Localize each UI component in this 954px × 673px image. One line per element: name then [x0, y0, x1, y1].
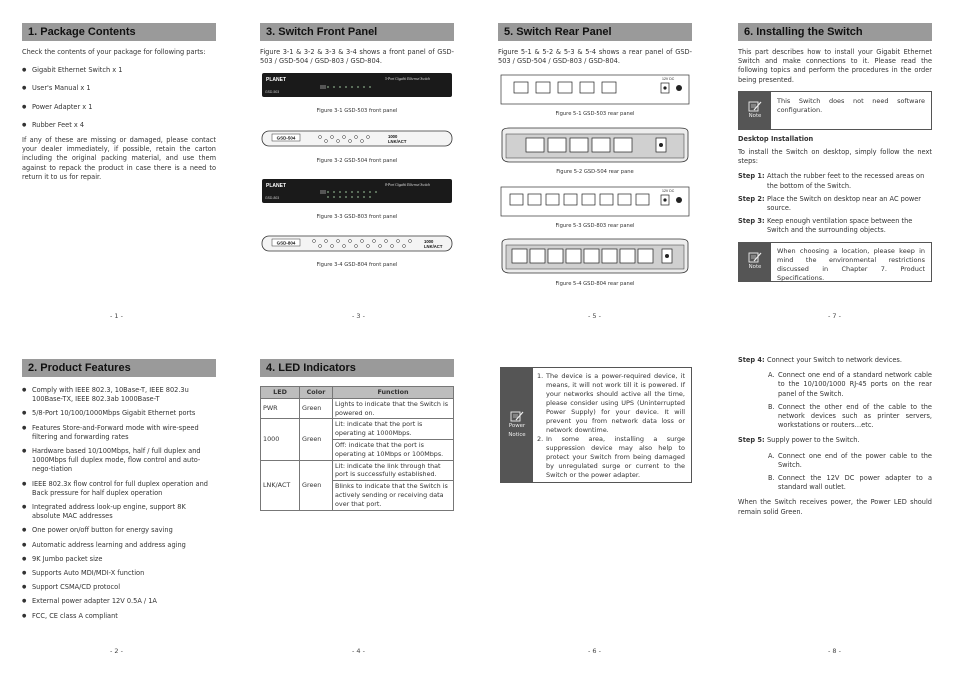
note-box: [738, 91, 932, 130]
gsd-504-front-panel-figure: [260, 129, 454, 149]
power-led-note: When the Switch receives power, the Power LED should remain solid Green.: [738, 498, 932, 516]
power-notice-box: [500, 367, 692, 483]
section-title-rear-panel: 5. Switch Rear Panel: [498, 23, 692, 41]
list-item: ● Support CSMA/CD protocol: [22, 583, 216, 592]
note-box: [738, 242, 932, 282]
sub-step-item: A. Connect one end of a standard network cable to the 10/100/1000 RJ-45 ports on the rear panel of the Switch.: [768, 371, 932, 398]
section-title-installing: 6. Installing the Switch: [738, 23, 932, 41]
page-2: [22, 359, 216, 626]
column-header: LED: [261, 387, 300, 399]
list-item: 2. In some area, installing a surge suppression device may also help to protect your Switch from being damaged by unregulated surge or current to the Switch or the power adapter.: [537, 435, 685, 479]
rear-panel-intro: Figure 5-1 & 5-2 & 5-3 & 5-4 shows a rear panel of GSD-503 / GSD-504 / GSD-803 / GSD-804.: [498, 48, 692, 66]
page-4: [260, 359, 454, 511]
list-item: ● Automatic address learning and address aging: [22, 541, 216, 550]
gsd-504-rear-panel-figure: [498, 126, 692, 164]
brand-logo: PLANET: [266, 77, 286, 84]
package-list: [22, 66, 216, 130]
list-item: ● One power on/off button for energy saving: [22, 526, 216, 535]
features-list: [22, 386, 216, 621]
power-notice-text: [533, 368, 691, 482]
pencil-note-icon: [748, 251, 762, 263]
svg-text:12V DC: 12V DC: [662, 188, 675, 193]
list-item: ● Power Adapter x 1: [22, 103, 216, 112]
model-label: GSD-804: [276, 240, 296, 246]
front-panel-intro: Figure 3-1 & 3-2 & 3-3 & 3-4 shows a front panel of GSD-503 / GSD-504 / GSD-803 / GSD-804.: [260, 48, 454, 66]
model-label: GSD-504: [276, 134, 296, 140]
section-title-package-contents: 1. Package Contents: [22, 23, 216, 41]
desktop-intro: To install the Switch on desktop, simply follow the next steps:: [738, 148, 932, 166]
power-notice-icon: Power Notice: [501, 368, 533, 482]
table-row: Blinks to indicate that the Switch is actively sending or receiving data over that port.: [261, 481, 454, 510]
list-item: ● Hardware based 10/100Mbps, half / full duplex and 1000Mbps full duplex mode, flow control and auto-nego-tiation: [22, 447, 216, 475]
model-label: GSD-803: [265, 195, 280, 200]
page-8: [738, 356, 932, 523]
page-7: [738, 23, 932, 282]
svg-text:1000: 1000: [388, 133, 398, 139]
svg-text:1000: 1000: [424, 239, 434, 245]
page-6: [500, 367, 692, 483]
section-title-led-indicators: 4. LED Indicators: [260, 359, 454, 377]
page-number: - 3 -: [352, 312, 365, 320]
list-item: ● User's Manual x 1: [22, 84, 216, 93]
brand-logo: PLANET: [266, 182, 286, 189]
list-item: ● Rubber Feet x 4: [22, 121, 216, 130]
table-row: Off: indicate that the port is operating at 10Mbps or 100Mbps.: [261, 439, 454, 460]
switch-label: 5-Port Gigabit Ethernet Switch: [385, 77, 431, 82]
section-title-front-panel: 3. Switch Front Panel: [260, 23, 454, 41]
pencil-note-icon: [510, 410, 524, 422]
package-outro: If any of these are missing or damaged, please contact your dealer immediately, if possible, retain the carton including the original packing material, and use them against to repack the product in case there is a need to return it to us for repair.: [22, 136, 216, 181]
desktop-heading: Desktop Installation: [738, 134, 814, 143]
table-row: LNK/ACT Green Lit: indicate the link through that port is successfully established.: [261, 460, 454, 481]
list-item: ● FCC, CE class A compliant: [22, 612, 216, 621]
gsd-804-front-panel-figure: [260, 234, 454, 254]
page-number: - 7 -: [828, 312, 841, 320]
sub-step-item: B. Connect the other end of the cable to the network devices such as printer servers, workstations or routers…etc.: [768, 402, 932, 430]
page-number: - 6 -: [588, 647, 601, 655]
svg-text:12V DC: 12V DC: [662, 77, 675, 82]
step-item: Step 1: Attach the rubber feet to the recessed areas on the bottom of the Switch.: [738, 172, 925, 190]
note-text: When choosing a location, please keep in mind the environmental restrictions discussed in Chapter 7. Product Specifications.: [777, 246, 925, 282]
led-table: [260, 386, 454, 511]
install-intro: This part describes how to install your Gigabit Ethernet Switch and make connections to it. Please read the following topics and perform the procedures in the order being presented.: [738, 48, 932, 84]
figure-caption: Figure 5-3 GSD-803 rear panel: [555, 222, 635, 229]
sub-step-item: B. Connect the 12V DC power adapter to a standard wall outlet.: [768, 474, 932, 492]
list-item: ● Gigabit Ethernet Switch x 1: [22, 66, 216, 75]
column-header: Function: [333, 387, 454, 399]
list-item: ● External power adapter 12V 0.5A / 1A: [22, 597, 216, 606]
list-item: ● 5/8-Port 10/100/1000Mbps Gigabit Ethernet ports: [22, 409, 216, 418]
gsd-804-rear-panel-figure: [498, 237, 692, 275]
page-1: [22, 23, 216, 188]
package-intro: Check the contents of your package for following parts:: [22, 48, 206, 56]
page-number: - 2 -: [110, 647, 123, 655]
list-item: ● 9K Jumbo packet size: [22, 555, 216, 564]
note-text: This Switch does not need software configuration.: [777, 96, 925, 114]
page-number: - 4 -: [352, 647, 365, 655]
step-item: Step 5: Supply power to the Switch.: [738, 436, 860, 445]
page-number: - 8 -: [828, 647, 841, 655]
page-number: - 5 -: [588, 312, 601, 320]
step-item: Step 2: Place the Switch on desktop near an AC power source.: [738, 194, 922, 213]
list-item: ● Integrated address look-up engine, support 8K absolute MAC addresses: [22, 503, 216, 521]
figure-caption: Figure 5-2 GSD-504 rear pane: [556, 168, 634, 175]
table-row: 1000 Green Lit: indicate that the port is operating at 1000Mbps.: [261, 419, 454, 440]
sub-step-item: A. Connect one end of the power cable to the Switch.: [768, 451, 932, 469]
svg-text:LNK/ACT: LNK/ACT: [424, 244, 443, 250]
column-header: Color: [300, 387, 333, 399]
list-item: ● Supports Auto MDI/MDI-X function: [22, 569, 216, 578]
table-row: PWR Green Lights to indicate that the Switch is powered on.: [261, 398, 454, 419]
model-label: GSD-503: [265, 90, 280, 95]
pencil-note-icon: [748, 100, 762, 112]
gsd-803-front-panel-figure: [260, 178, 454, 204]
gsd-503-rear-panel-figure: [498, 72, 692, 106]
note-icon: Note: [739, 92, 771, 129]
figure-caption: Figure 5-1 GSD-503 rear panel: [555, 111, 635, 118]
note-icon: Note: [739, 243, 771, 281]
svg-text:LNK/ACT: LNK/ACT: [388, 138, 407, 144]
page-3: [260, 23, 454, 270]
figure-caption: Figure 3-4 GSD-804 front panel: [316, 262, 398, 269]
gsd-503-front-panel-figure: [260, 72, 454, 98]
figure-caption: Figure 3-2 GSD-504 front panel: [316, 157, 398, 164]
figure-caption: Figure 3-1 GSD-503 front panel: [316, 108, 398, 115]
gsd-803-rear-panel-figure: [498, 184, 692, 218]
figure-caption: Figure 5-4 GSD-804 rear panel: [555, 281, 635, 288]
section-title-product-features: 2. Product Features: [22, 359, 216, 377]
step-item: Step 3: Keep enough ventilation space between the Switch and the surrounding objects.: [738, 217, 913, 235]
page-number: - 1 -: [110, 312, 123, 320]
list-item: ● Comply with IEEE 802.3, 10Base-T, IEEE 802.3u 100Base-TX, IEEE 802.3ab 1000Base-T: [22, 386, 216, 404]
switch-label: 8-Port Gigabit Ethernet Switch: [385, 182, 431, 187]
list-item: ● IEEE 802.3x flow control for full duplex operation and Back pressure for half duplex operation: [22, 480, 216, 498]
list-item: 1. The device is a power-required device, it means, it will not work till it is powered. If your networks should active all the time, please consider using UPS (Uninterrupted Power Supply) for your device. It will prevent you from network data loss or network downtime.: [537, 372, 685, 434]
figure-caption: Figure 3-3 GSD-803 front panel: [316, 213, 398, 220]
page-5: [498, 23, 692, 289]
step-item: Step 4: Connect your Switch to network devices.: [738, 356, 902, 364]
list-item: ● Features Store-and-Forward mode with wire-speed filtering and forwarding rates: [22, 424, 216, 442]
